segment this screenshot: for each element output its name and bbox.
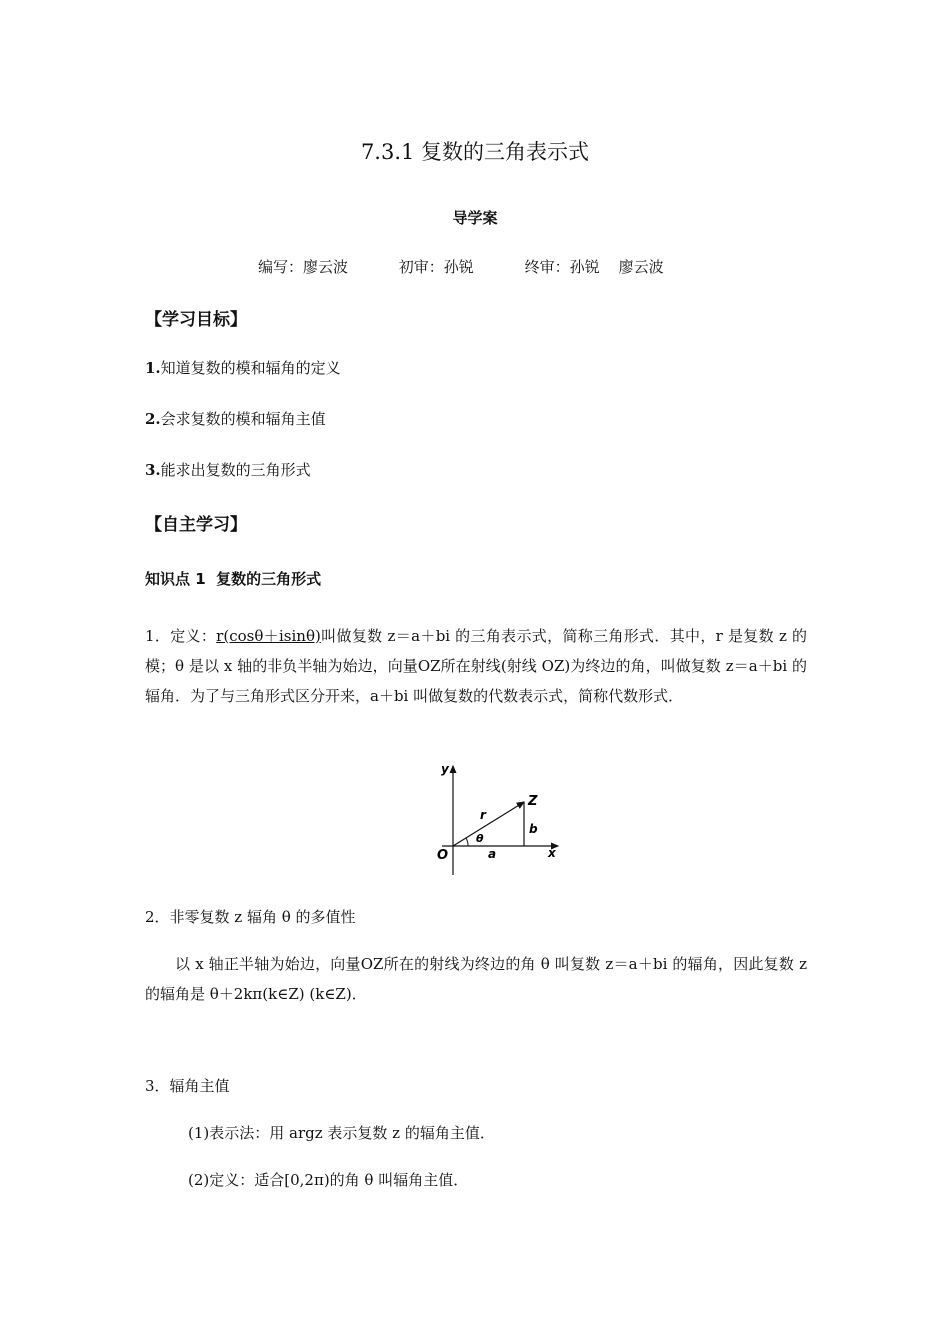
vector-oz (453, 802, 524, 846)
a-label: a (488, 847, 497, 861)
multivalue-heading: 2．非零复数 z 辐角 θ 的多值性 (145, 908, 356, 926)
goal-text: 能求出复数的三角形式 (160, 461, 311, 479)
definition-lead: 1．定义： (145, 627, 217, 645)
definition-paragraph (145, 621, 807, 711)
z-label: Z (528, 794, 538, 809)
principal-value-heading: 3．辐角主值 (145, 1077, 230, 1095)
theta-label: θ (476, 832, 484, 845)
origin-label: O (437, 848, 449, 863)
section-self-study: 【自主学习】 (145, 515, 247, 535)
y-label: y (441, 762, 449, 776)
goal-number: 2. (145, 410, 161, 428)
section-learning-goals: 【学习目标】 (145, 310, 247, 330)
complex-plane-diagram (420, 760, 570, 880)
x-label: x (548, 846, 556, 860)
reviewer: 初审：孙锐 (398, 258, 474, 276)
multivalue-paragraph: 以 x 轴正半轴为始边，向量OZ所在的射线为终边的角 θ 叫复数 z＝a＋bi 的辐角，因此复数 z 的辐角是 θ＋2kπ(k∈Z) (k∈Z)． (145, 955, 807, 1003)
b-label: b (529, 822, 538, 836)
angle-arc (466, 838, 468, 846)
goal-text: 知道复数的模和辐角的定义 (160, 359, 341, 377)
goal-item (145, 357, 341, 378)
goal-item (145, 408, 326, 429)
final-reviewer: 终审：孙锐 廖云波 (524, 258, 664, 276)
r-label: r (480, 808, 486, 822)
knowledge-point-heading: 知识点 1 复数的三角形式 (145, 570, 322, 588)
page-title: 7.3.1 复数的三角表示式 (360, 140, 590, 164)
goal-text: 会求复数的模和辐角主值 (160, 410, 326, 428)
definition-item: (2)定义：适合[0,2π)的角 θ 叫辐角主值． (188, 1171, 469, 1189)
subtitle: 导学案 (452, 209, 498, 227)
goal-number: 3. (145, 461, 161, 479)
authors-line (258, 256, 664, 277)
goal-item (145, 459, 311, 480)
definition-text: 叫做复数 z＝a＋bi 的三角表示式，简称三角形式．其中，r 是复数 z 的模；θ 是以 x 轴的非负半轴为始边，向量OZ所在射线(射线 OZ)为终边的角，叫做复数 z＝a＋bi 的辐角．为了与三角形式区分开来，a＋bi 叫做复数的代数表示式，简称代数形式． (145, 627, 807, 705)
goal-number: 1. (145, 359, 161, 377)
writer: 编写：廖云波 (258, 258, 349, 276)
notation-item: (1)表示法：用 argz 表示复数 z 的辐角主值． (188, 1124, 495, 1142)
trig-formula: r(cosθ＋isinθ) (216, 627, 321, 645)
